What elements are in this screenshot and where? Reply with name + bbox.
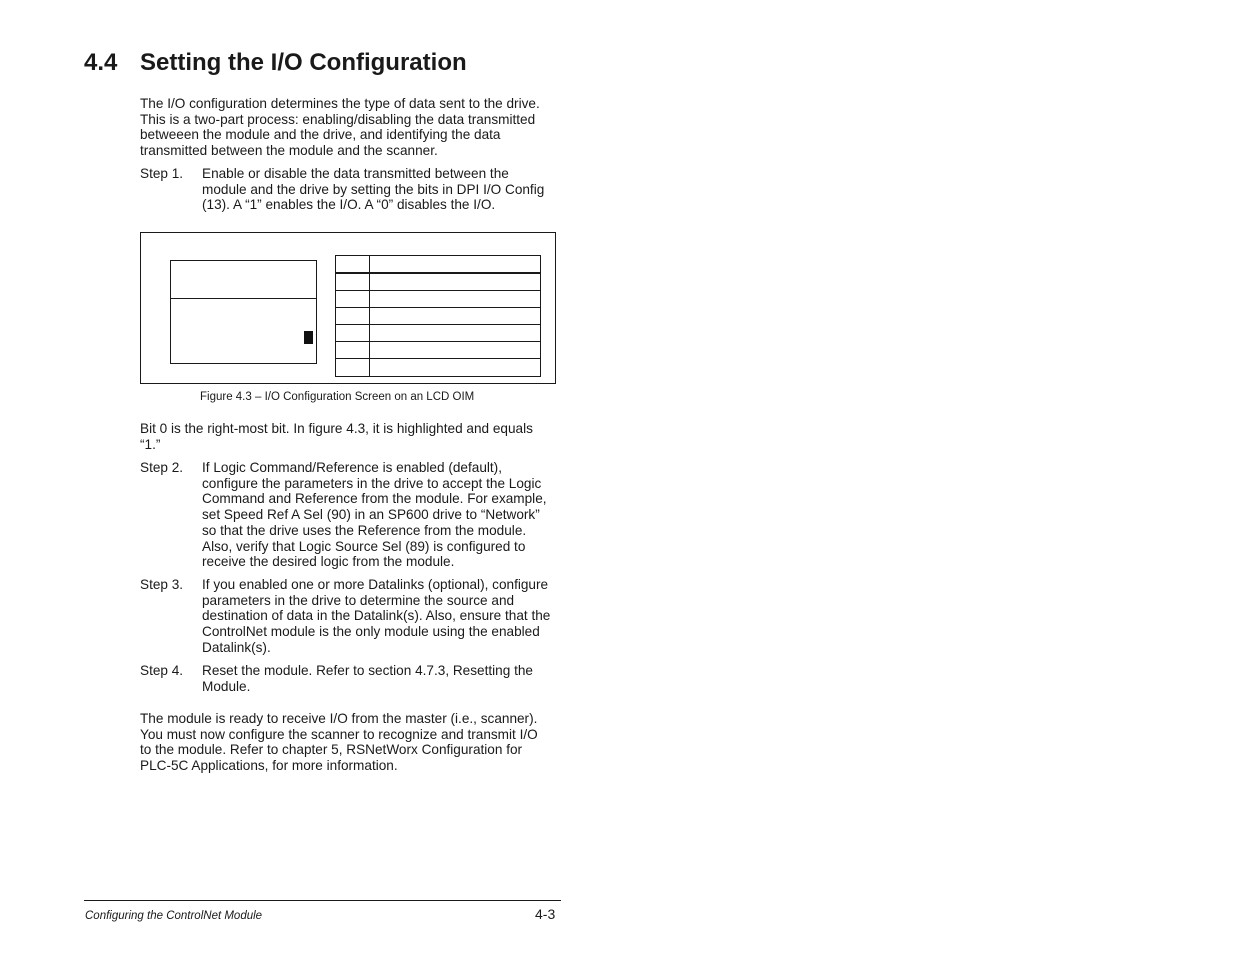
step-2-label: Step 2. — [140, 460, 184, 475]
bit-table-row-line — [335, 324, 541, 325]
footer-rule — [84, 900, 561, 901]
intro-paragraph: The I/O configuration determines the type of data sent to the drive. This is a two-part process: enabling/disabling the data transmitted betweeen the module and the drive, and identifying the data transmitted between the module and the scanner. — [140, 96, 540, 159]
step-1-text: Enable or disable the data transmitted between the module and the drive by setting the bits in DPI I/O Config (13). A “1” enables the I/O. A “0” disables the I/O. — [202, 166, 545, 213]
bit-table-row-line — [335, 358, 541, 359]
figure-caption: Figure 4.3 – I/O Configuration Screen on an LCD OIM — [200, 391, 475, 403]
section-number: 4.4 — [84, 49, 118, 76]
footer-title: Configuring the ControlNet Module — [85, 910, 263, 922]
lcd-cursor-highlight — [304, 331, 313, 344]
step-1-label: Step 1. — [140, 166, 184, 181]
page-number: 4-3 — [535, 906, 556, 922]
closing-paragraph: The module is ready to receive I/O from the master (i.e., scanner). You must now configure the scanner to recognize and transmit I/O to the module. Refer to chapter 5, RSNetWorx Configuration for PLC-5C Applications, for more information. — [140, 711, 538, 774]
step-3-label: Step 3. — [140, 577, 184, 592]
bit-table-row-line — [335, 290, 541, 291]
bit-table-header-line — [335, 272, 541, 274]
step-4-text: Reset the module. Refer to section 4.7.3, Resetting the Module. — [202, 663, 533, 694]
section-title: Setting the I/O Configuration — [140, 49, 467, 76]
step-3-text: If you enabled one or more Datalinks (optional), configure parameters in the drive to determine the source and destination of data in the Datalink(s). Also, ensure that the ControlNet module is the only module using the enabled Datalink(s). — [202, 577, 551, 655]
bit-note-paragraph: Bit 0 is the right-most bit. In figure 4.3, it is highlighted and equals “1.” — [140, 421, 533, 452]
step-4-label: Step 4. — [140, 663, 184, 678]
step-2-text: If Logic Command/Reference is enabled (default), configure the parameters in the drive to accept the Logic Command and Reference from the module. For example, set Speed Ref A Sel (90) in an SP600 drive to “Network” so that the drive uses the Reference from the module. Also, verify that Logic Source Sel (89) is configured to receive the desired logic from the module. — [202, 460, 547, 570]
bit-table-row-line — [335, 341, 541, 342]
lcd-oim-screen — [170, 260, 317, 364]
lcd-screen-divider — [170, 298, 317, 299]
bit-table-row-line — [335, 307, 541, 308]
